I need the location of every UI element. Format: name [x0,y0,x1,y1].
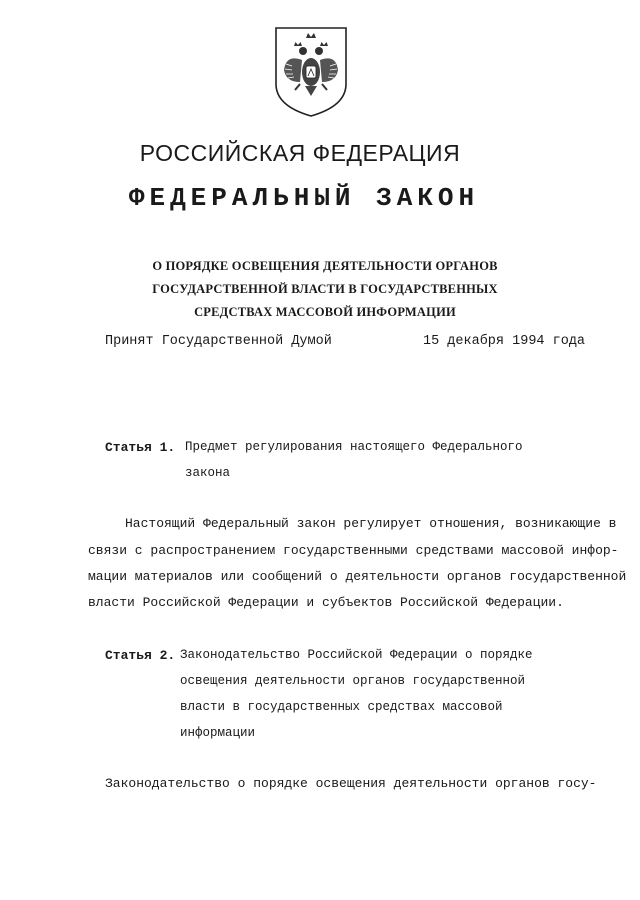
article-1-heading [185,434,523,486]
article-2-text-line: Законодательство о порядке освещения деятельности органов госу- [105,776,597,791]
subtitle-line: О ПОРЯДКЕ ОСВЕЩЕНИЯ ДЕЯТЕЛЬНОСТИ ОРГАНОВ [152,259,498,273]
article-1-text-line: связи с распространением государственными средствами массовой инфор- [88,543,619,558]
country-name: РОССИЙСКАЯ ФЕДЕРАЦИЯ [139,140,461,166]
article-heading-line: Предмет регулирования настоящего Федерального [185,440,523,454]
subtitle-line: ГОСУДАРСТВЕННОЙ ВЛАСТИ В ГОСУДАРСТВЕННЫХ [152,282,498,296]
adopted-by: Принят Государственной Думой [105,334,332,349]
russian-coat-of-arms-icon [272,24,350,118]
article-1-label: Статья 1. [105,440,176,455]
article-1-text-line: Настоящий Федеральный закон регулирует отношения, возникающие в [125,516,617,531]
article-heading-line: власти в государственных средствах массовой [180,700,503,714]
article-heading-line: закона [185,466,231,480]
adopted-date: 15 декабря 1994 года [423,334,586,349]
law-type-title: ФЕДЕРАЛЬНЫЙ ЗАКОН [128,183,480,213]
article-heading-line: информации [180,726,256,740]
article-heading-line: освещения деятельности органов государственной [180,674,526,688]
article-heading-line: Законодательство Российской Федерации о порядке [180,648,533,662]
article-1-text-line: власти Российской Федерации и субъектов Российской Федерации. [88,595,564,610]
article-2-label: Статья 2. [105,648,176,663]
article-2-heading [180,642,533,746]
subtitle-line: СРЕДСТВАХ МАССОВОЙ ИНФОРМАЦИИ [194,305,456,319]
law-subtitle [120,255,530,324]
article-1-text-line: мации материалов или сообщений о деятельности органов государственной [88,569,627,584]
